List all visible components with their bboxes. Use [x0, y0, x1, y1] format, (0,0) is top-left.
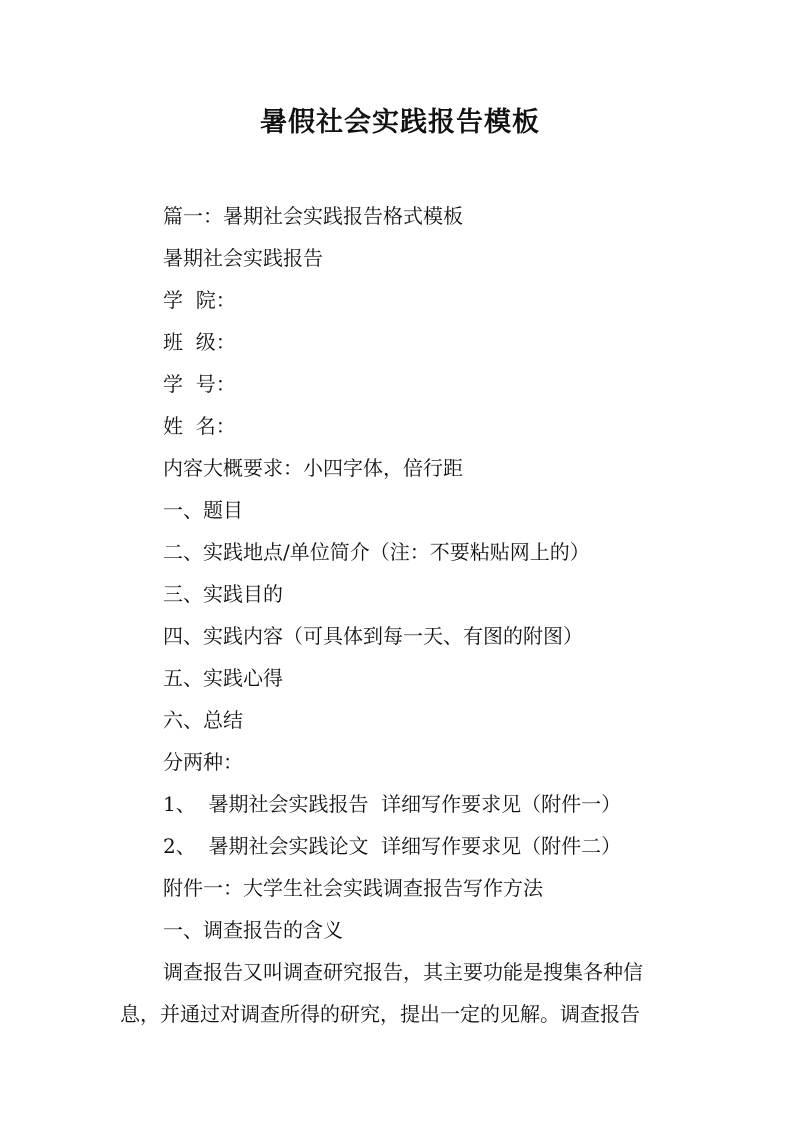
paragraph-line: 调查报告又叫调查研究报告，其主要功能是搜集各种信 [163, 960, 643, 984]
content-requirements: 内容大概要求：小四字体，倍行距 [163, 456, 463, 480]
type-item-1: 1、 暑期社会实践报告 详细写作要求见（附件一） [163, 792, 622, 816]
type-item-2: 2、 暑期社会实践论文 详细写作要求见（附件二） [163, 834, 622, 858]
chapter-heading: 篇一：暑期社会实践报告格式模板 [163, 204, 463, 228]
outline-item-1: 一、题目 [163, 498, 243, 522]
outline-item-5: 五、实践心得 [163, 666, 283, 690]
field-class: 班 级： [163, 330, 236, 354]
report-subtitle: 暑期社会实践报告 [163, 246, 323, 270]
paragraph-line: 息，并通过对调查所得的研究，提出一定的见解。调查报告 [120, 1002, 640, 1026]
outline-item-2: 二、实践地点/单位简介（注：不要粘贴网上的） [163, 540, 590, 564]
outline-item-4: 四、实践内容（可具体到每一天、有图的附图） [163, 624, 583, 648]
field-name: 姓 名： [163, 414, 236, 438]
field-student-id: 学 号： [163, 372, 236, 396]
types-heading: 分两种： [163, 750, 243, 774]
field-college: 学 院： [163, 288, 236, 312]
outline-item-6: 六、总结 [163, 708, 243, 732]
appendix-heading: 附件一：大学生社会实践调查报告写作方法 [163, 876, 543, 900]
outline-item-3: 三、实践目的 [163, 582, 283, 606]
section-heading: 一、调查报告的含义 [163, 918, 343, 942]
document-title: 暑假社会实践报告模板 [260, 107, 540, 138]
